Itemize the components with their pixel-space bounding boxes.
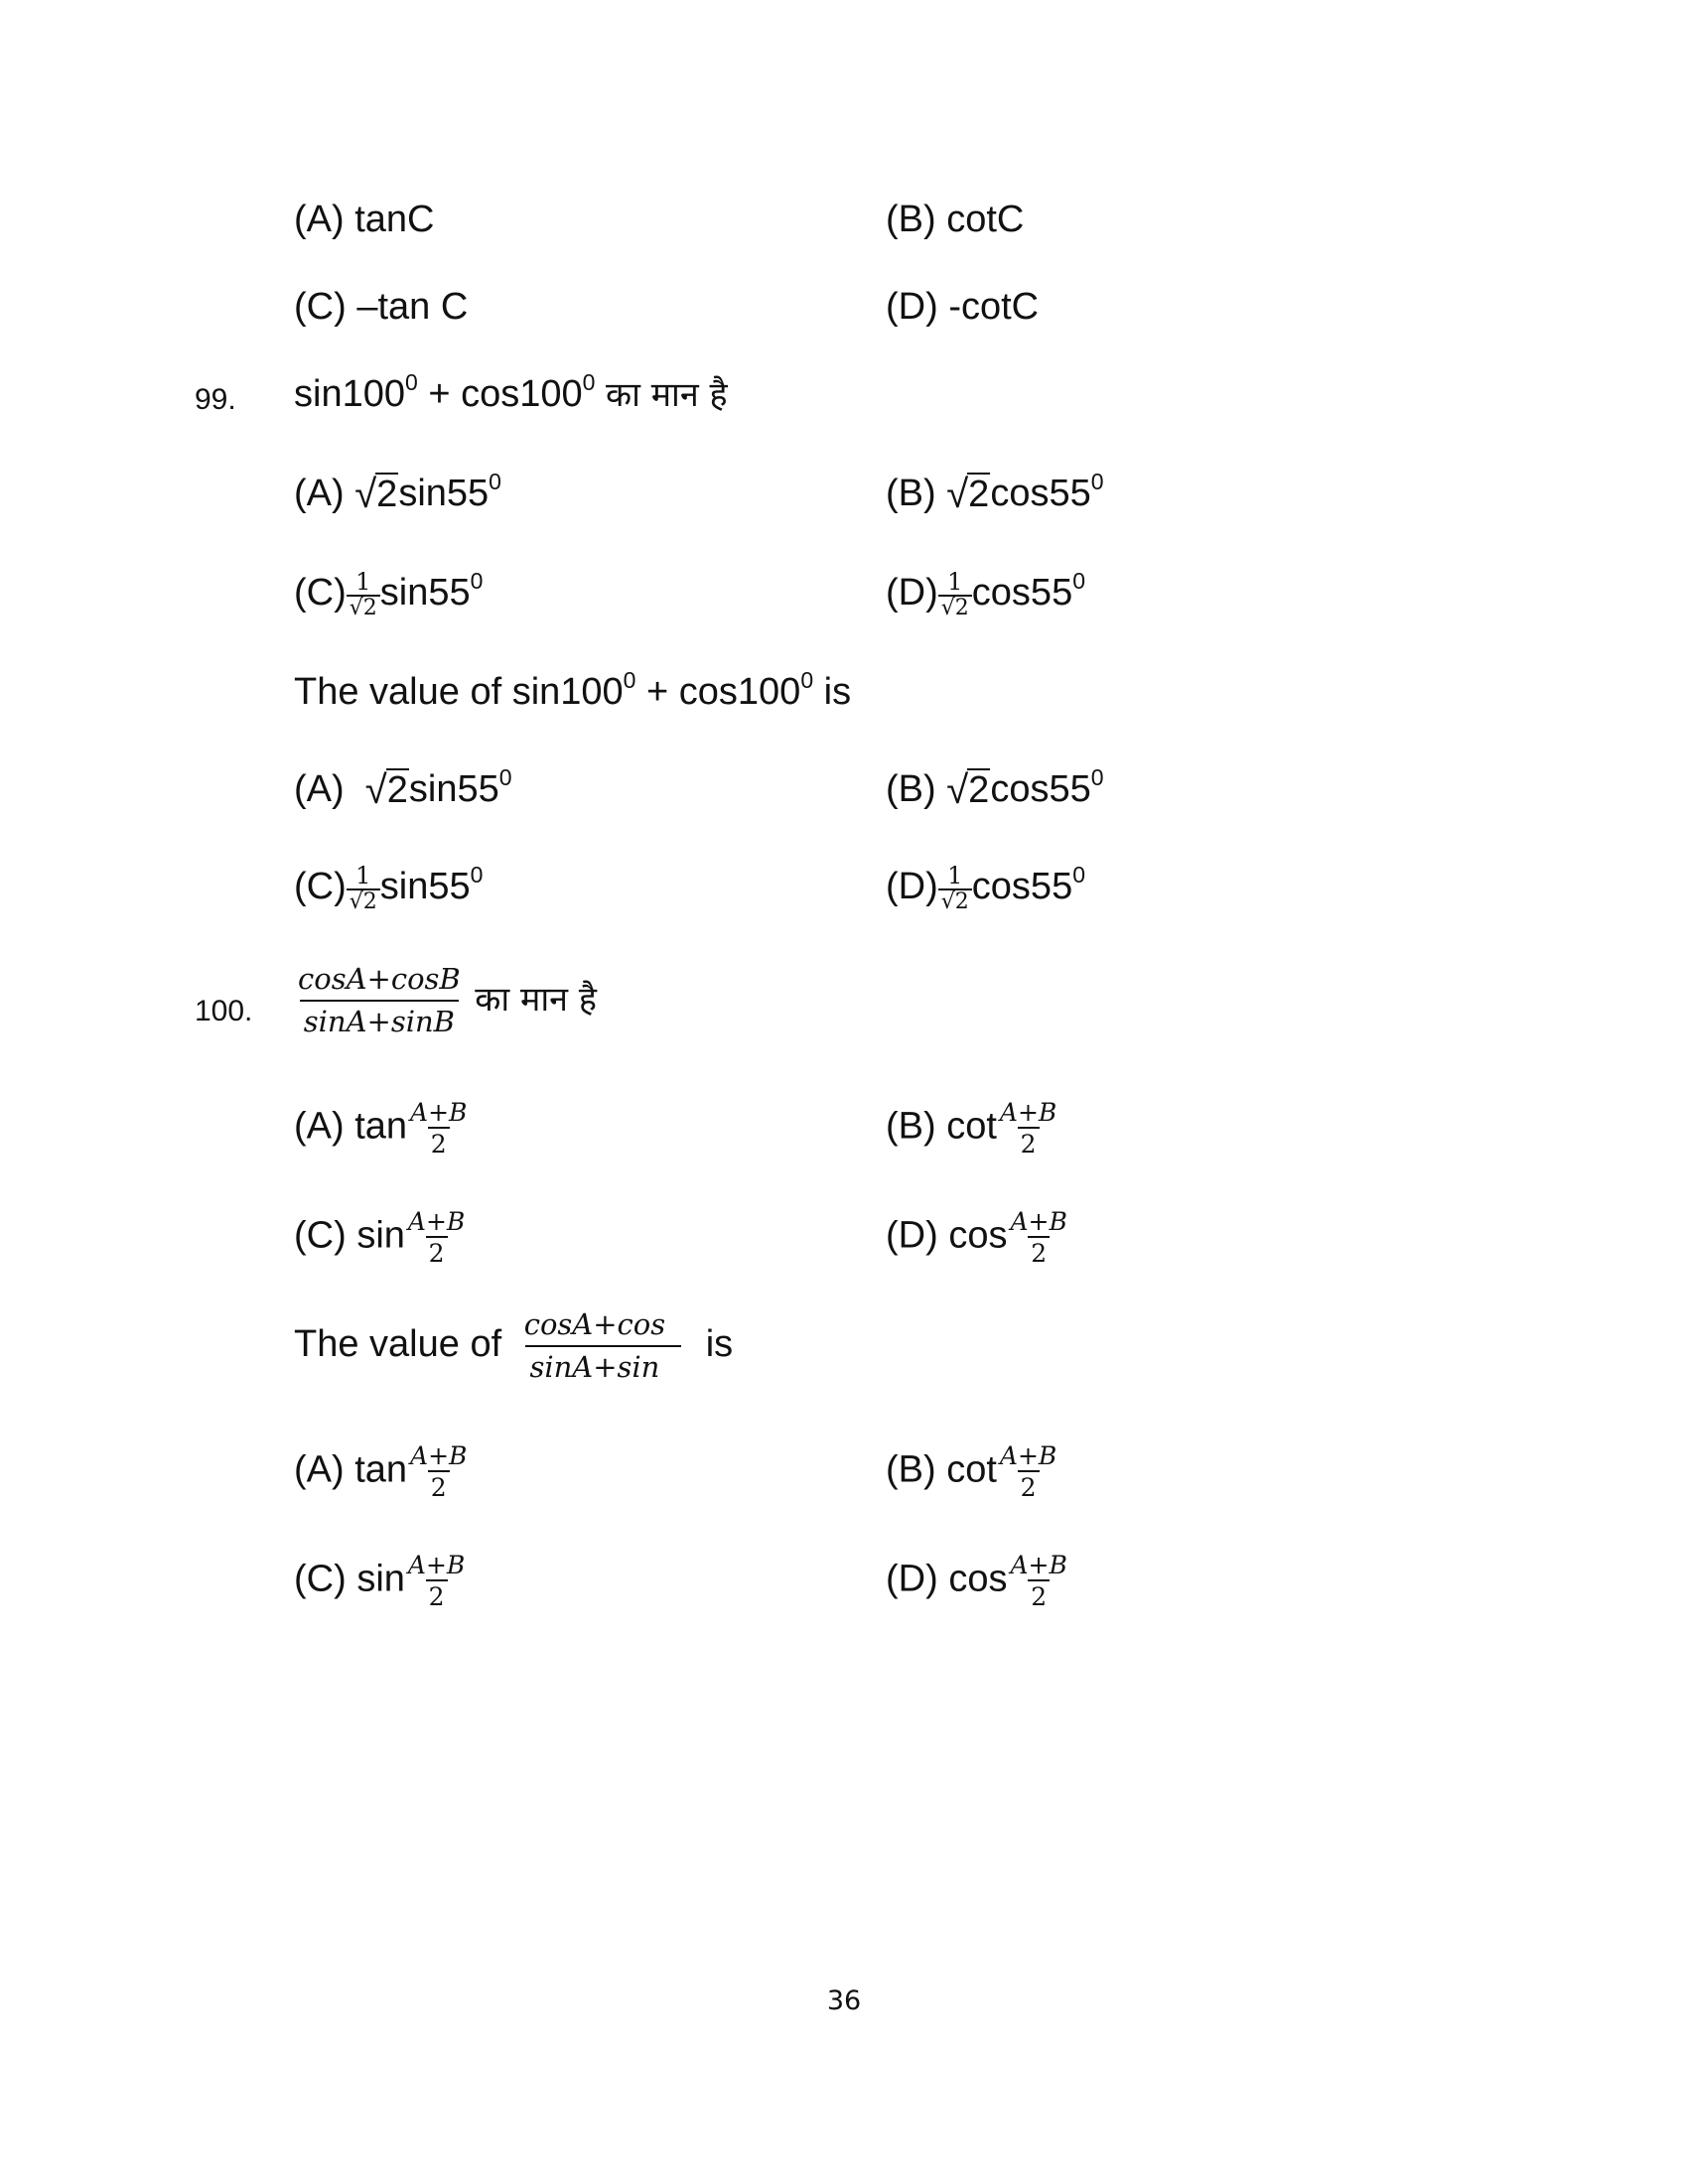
degree-sup: 0 <box>498 764 512 790</box>
option-text: tan <box>354 1105 408 1148</box>
expr: The value of <box>294 1323 502 1366</box>
option-label: (B) <box>886 1448 936 1491</box>
fraction: $\frac{A+B}{2}$ <box>407 1551 466 1611</box>
question-99-english <box>294 669 851 715</box>
expr: The value of sin100 <box>294 671 624 713</box>
option-text: tanC <box>354 199 435 240</box>
degree-sup: 0 <box>1072 862 1085 888</box>
option-d <box>886 1553 1070 1609</box>
option-text: –tan C <box>356 286 469 328</box>
option-c <box>294 284 468 330</box>
option-text: cot <box>946 1448 997 1491</box>
option-label: (A) <box>294 1448 345 1491</box>
option-d <box>886 1209 1070 1266</box>
option-label: (D) <box>886 286 938 328</box>
degree-sup: 0 <box>404 369 418 395</box>
option-label: (D) <box>886 1558 938 1600</box>
fraction: $\frac{A+B}{2}$ <box>999 1098 1057 1159</box>
option-b <box>886 766 1104 812</box>
degree-sup: 0 <box>470 862 484 888</box>
option-c <box>294 570 483 619</box>
option-d <box>886 864 1085 913</box>
option-label: (C) <box>294 572 347 614</box>
fraction: $\frac{1}{√2}$ <box>347 570 380 619</box>
option-d <box>886 284 1039 330</box>
option-text: cos55 <box>990 473 1091 514</box>
option-b <box>886 197 1024 242</box>
hindi-text: का मान है <box>605 375 728 415</box>
fraction: $\frac{\cos A+\cos B}{\sin A+\sin B}$ <box>298 962 461 1038</box>
option-label: (C) <box>294 286 347 328</box>
fraction: $\frac{1}{√2}$ <box>938 570 972 619</box>
question-100-english <box>294 1307 734 1384</box>
option-c <box>294 864 483 913</box>
degree-sup: 0 <box>470 568 484 595</box>
question-number: 99. <box>195 383 236 416</box>
page-number: 36 <box>826 1985 862 2016</box>
option-label: (A) <box>294 1105 345 1148</box>
fraction: $\frac{\cos A+\cos}{\sin A+\sin}$ <box>520 1310 687 1382</box>
expr: is <box>813 671 852 713</box>
option-text: cos55 <box>971 572 1073 614</box>
option-label: (D) <box>886 866 938 908</box>
degree-sup: 0 <box>1090 764 1104 790</box>
option-label: (B) <box>886 1105 936 1148</box>
fraction: $\frac{A+B}{2}$ <box>410 1441 468 1502</box>
expr: sin100 <box>294 373 405 415</box>
option-text: cos55 <box>971 866 1073 908</box>
degree-sup: 0 <box>623 667 636 693</box>
option-d <box>886 570 1085 619</box>
fraction: $\frac{A+B}{2}$ <box>999 1441 1057 1502</box>
fraction: $\frac{A+B}{2}$ <box>407 1207 466 1268</box>
option-text: cos55 <box>990 768 1091 810</box>
option-label: (C) <box>294 866 347 908</box>
option-label: (B) <box>886 473 936 514</box>
option-a <box>294 197 435 242</box>
option-b <box>886 1443 1059 1500</box>
option-text: cotC <box>946 199 1025 240</box>
option-label: (D) <box>886 1214 938 1257</box>
option-label: (A) <box>294 473 345 514</box>
fraction: $\frac{A+B}{2}$ <box>1010 1551 1067 1611</box>
sqrt: √ 2 <box>364 768 408 812</box>
option-a <box>294 471 501 516</box>
expr: is <box>705 1323 734 1366</box>
option-b <box>886 471 1104 516</box>
degree-sup: 0 <box>1090 469 1104 494</box>
option-text: sin55 <box>408 768 499 810</box>
option-text: sin <box>356 1214 405 1257</box>
option-label: (B) <box>886 199 936 240</box>
option-text: tan <box>354 1448 408 1491</box>
degree-sup: 0 <box>489 469 501 494</box>
option-text: cos <box>948 1214 1008 1257</box>
question-100-hindi <box>294 962 597 1038</box>
fraction: $\frac{A+B}{2}$ <box>1010 1207 1067 1268</box>
sqrt: √ 2 <box>946 768 990 812</box>
option-a <box>294 766 512 812</box>
option-a <box>294 1100 470 1157</box>
degree-sup: 0 <box>582 369 596 395</box>
option-c <box>294 1553 468 1609</box>
option-label: (C) <box>294 1558 347 1600</box>
option-text: sin55 <box>379 866 471 908</box>
option-text: sin55 <box>398 473 490 514</box>
expr: + cos100 <box>635 671 801 713</box>
fraction: $\frac{1}{√2}$ <box>347 864 380 913</box>
option-text: sin <box>356 1558 405 1600</box>
sqrt: √ 2 <box>946 473 990 516</box>
option-label: (B) <box>886 768 936 810</box>
option-b <box>886 1100 1059 1157</box>
hindi-text: का मान है <box>475 980 597 1021</box>
option-c <box>294 1209 468 1266</box>
option-text: cot <box>946 1105 997 1148</box>
option-text: sin55 <box>379 572 471 614</box>
question-number: 100. <box>195 995 253 1027</box>
expr: + cos100 <box>417 373 583 415</box>
fraction: $\frac{A+B}{2}$ <box>410 1098 468 1159</box>
degree-sup: 0 <box>800 667 814 693</box>
question-99-hindi <box>294 371 728 418</box>
option-text: cos <box>948 1558 1008 1600</box>
option-label: (A) <box>294 199 345 240</box>
sqrt: √ 2 <box>354 473 398 516</box>
degree-sup: 0 <box>1072 568 1085 595</box>
fraction: $\frac{1}{√2}$ <box>938 864 972 913</box>
option-a <box>294 1443 470 1500</box>
option-text: -cotC <box>948 286 1040 328</box>
option-label: (C) <box>294 1214 347 1257</box>
option-label: (D) <box>886 572 938 614</box>
option-label: (A) <box>294 768 345 810</box>
